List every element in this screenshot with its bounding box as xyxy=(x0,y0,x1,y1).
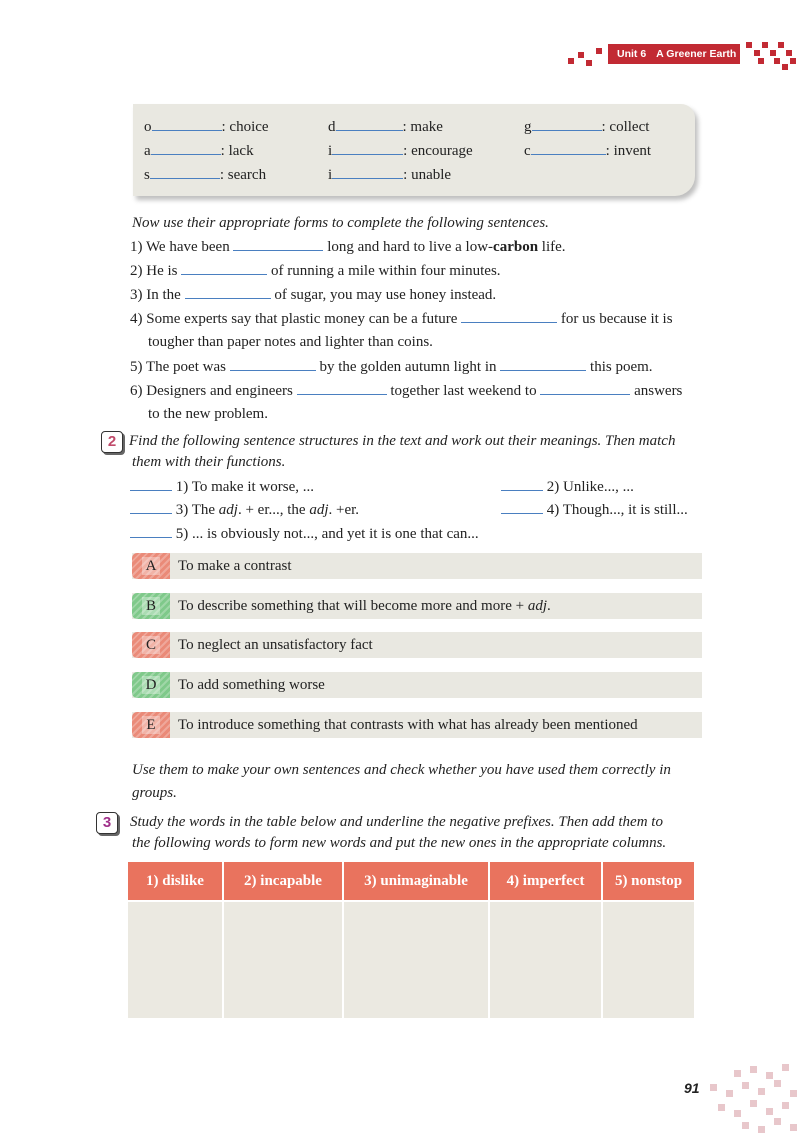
exercise2-followup-line2: groups. xyxy=(132,785,177,801)
vocab-blank[interactable] xyxy=(332,164,403,179)
function-option-b xyxy=(132,593,702,619)
answer-cell[interactable] xyxy=(224,900,342,1018)
structure-3: 3) The adj. + er..., the adj. +er. xyxy=(130,499,359,520)
vocab-blank[interactable] xyxy=(152,116,222,131)
function-letter-e: E xyxy=(132,712,170,738)
column-header: 4) imperfect xyxy=(490,862,601,900)
function-option-c xyxy=(132,632,702,658)
sentence-1: 1) We have been long and hard to live a low-carbon life. xyxy=(130,236,566,257)
vocab-item: a : lack xyxy=(144,140,254,160)
vocab-blank[interactable] xyxy=(150,164,220,179)
column-header: 1) dislike xyxy=(128,862,222,900)
match-blank[interactable] xyxy=(130,523,172,538)
function-text: To add something worse xyxy=(178,677,325,693)
function-option-a xyxy=(132,553,702,579)
match-blank[interactable] xyxy=(130,476,172,491)
sentence-4-continued: tougher than paper notes and lighter than coins. xyxy=(148,334,433,350)
match-blank[interactable] xyxy=(501,499,543,514)
exercise-3-badge: 3 xyxy=(96,812,118,834)
answer-blank[interactable] xyxy=(297,380,387,395)
structure-4: 4) Though..., it is still... xyxy=(501,499,688,520)
function-letter-a: A xyxy=(132,553,170,579)
corner-pattern xyxy=(700,1060,800,1138)
function-text: To describe something that will become more and more + adj. xyxy=(178,598,551,614)
function-option-e xyxy=(132,712,702,738)
sentence-2: 2) He is of running a mile within four minutes. xyxy=(130,260,501,281)
exercise2-followup-line1: Use them to make your own sentences and check whether you have used them correctly in xyxy=(132,762,671,778)
vocab-item: s : search xyxy=(144,164,266,184)
match-blank[interactable] xyxy=(130,499,172,514)
column-header: 2) incapable xyxy=(224,862,342,900)
unit-title: A Greener Earth xyxy=(656,48,737,60)
vocab-item: g : collect xyxy=(524,116,649,136)
sentence-6: 6) Designers and engineers together last weekend to answers xyxy=(130,380,682,401)
function-option-d xyxy=(132,672,702,698)
answer-blank[interactable] xyxy=(181,260,267,275)
answer-cell[interactable] xyxy=(603,900,694,1018)
structure-2: 2) Unlike..., ... xyxy=(501,476,634,497)
exercise2-instruction-line2: them with their functions. xyxy=(132,454,286,470)
answer-blank[interactable] xyxy=(500,356,586,371)
page-number: 91 xyxy=(684,1080,700,1096)
column-header: 5) nonstop xyxy=(603,862,694,900)
sentence-3: 3) In the of sugar, you may use honey instead. xyxy=(130,284,496,305)
vocab-item: c : invent xyxy=(524,140,651,160)
column-header: 3) unimaginable xyxy=(344,862,488,900)
match-blank[interactable] xyxy=(501,476,543,491)
answer-cell[interactable] xyxy=(344,900,488,1018)
answer-blank[interactable] xyxy=(230,356,316,371)
vocab-blank[interactable] xyxy=(151,140,221,155)
exercise3-instruction-line1: Study the words in the table below and underline the negative prefixes. Then add them to xyxy=(130,814,663,830)
function-letter-c: C xyxy=(132,632,170,658)
vocab-item: d : make xyxy=(328,116,443,136)
structure-5: 5) ... is obviously not..., and yet it is one that can... xyxy=(130,523,479,544)
unit-number: Unit 6 xyxy=(617,48,647,60)
function-text: To make a contrast xyxy=(178,558,292,574)
vocabulary-box xyxy=(133,104,695,196)
unit-header xyxy=(608,44,740,64)
sentence-5: 5) The poet was by the golden autumn light in this poem. xyxy=(130,356,653,377)
exercise2-instruction-line1: Find the following sentence structures in the text and work out their meanings. Then match xyxy=(129,433,676,449)
vocab-blank[interactable] xyxy=(531,140,606,155)
answer-blank[interactable] xyxy=(233,236,323,251)
answer-blank[interactable] xyxy=(185,284,271,299)
answer-cell[interactable] xyxy=(128,900,222,1018)
exercise1-instruction: Now use their appropriate forms to complete the following sentences. xyxy=(132,215,549,231)
vocab-blank[interactable] xyxy=(332,140,403,155)
exercise-2-badge: 2 xyxy=(101,431,123,453)
function-text: To neglect an unsatisfactory fact xyxy=(178,637,373,653)
function-letter-b: B xyxy=(132,593,170,619)
vocab-blank[interactable] xyxy=(336,116,403,131)
vocab-item: i : unable xyxy=(328,164,451,184)
sentence-4: 4) Some experts say that plastic money can be a future for us because it is xyxy=(130,308,673,329)
structure-1: 1) To make it worse, ... xyxy=(130,476,314,497)
sentence-6-continued: to the new problem. xyxy=(148,406,268,422)
vocab-item: i : encourage xyxy=(328,140,473,160)
prefix-table xyxy=(126,862,696,1018)
exercise3-instruction-line2: the following words to form new words and put the new ones in the appropriate columns. xyxy=(132,835,667,851)
answer-blank[interactable] xyxy=(540,380,630,395)
function-text: To introduce something that contrasts with what has already been mentioned xyxy=(178,717,638,733)
vocab-item: o : choice xyxy=(144,116,269,136)
vocab-blank[interactable] xyxy=(532,116,602,131)
answer-blank[interactable] xyxy=(461,308,557,323)
answer-cell[interactable] xyxy=(490,900,601,1018)
function-letter-d: D xyxy=(132,672,170,698)
